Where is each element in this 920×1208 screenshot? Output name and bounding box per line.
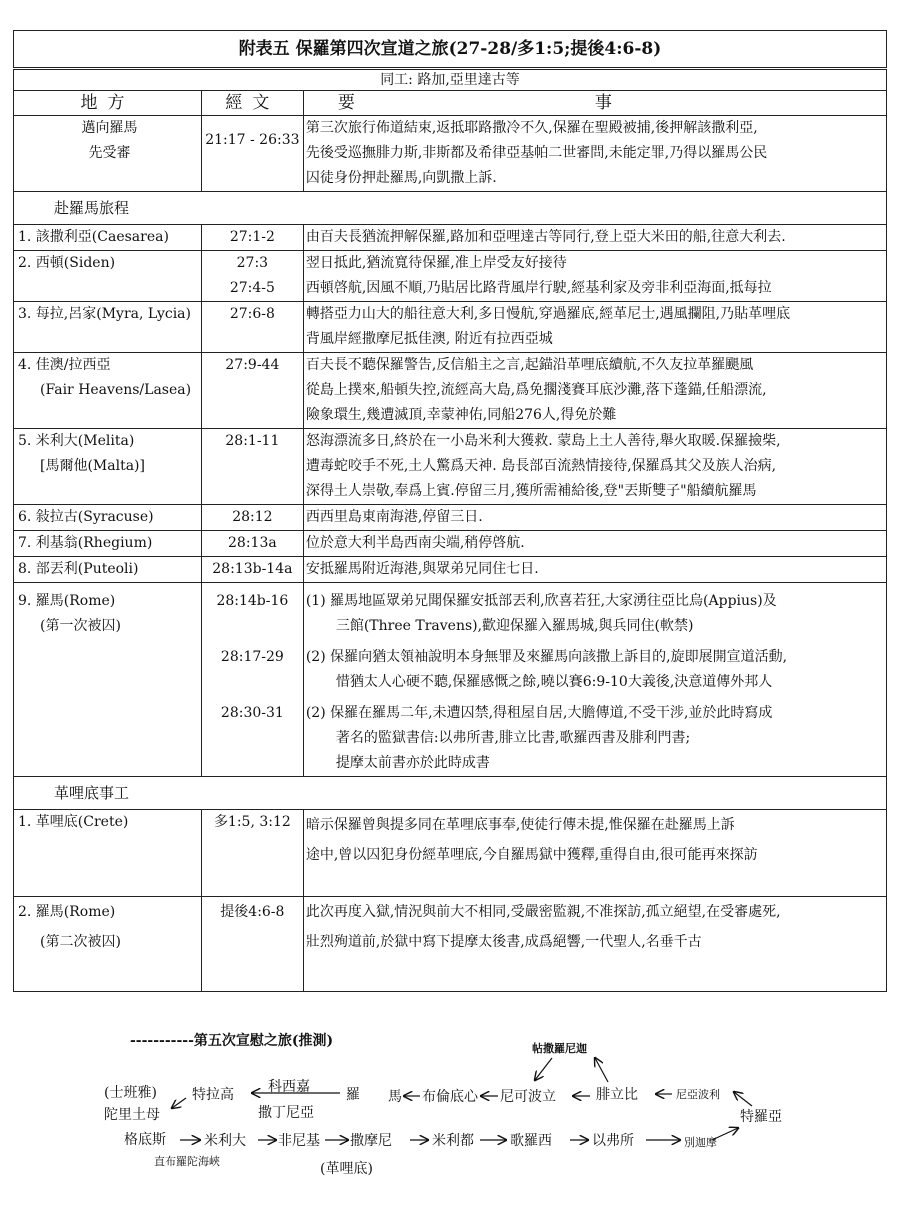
- scripture-ref: 28:30-31: [220, 705, 284, 721]
- scripture-ref: 28:1-11: [225, 433, 280, 449]
- header-summary: 要事: [303, 91, 886, 116]
- route-title: -----------第五次宣慰之旅(推測): [130, 1033, 334, 1049]
- scripture-ref: 28:14b-16: [216, 593, 289, 609]
- summary-line: 先後受巡撫腓力斯,非斯都及希律亞基帕二世審問,未能定罪,乃得以羅馬公民: [305, 145, 768, 161]
- summary-line: 深得土人崇敬,奉爲上賓.停留三月,獲所需補給後,登"丟斯雙子"船續航羅馬: [305, 483, 757, 499]
- place-label: 1. 革哩底(Crete): [18, 814, 129, 830]
- scripture-ref: 27:4-5: [229, 280, 275, 296]
- place-label: 1. 該撒利亞(Caesarea): [18, 229, 169, 245]
- item-marker: (2): [305, 649, 326, 665]
- route-place: 馬: [388, 1089, 402, 1105]
- place-label: (第二次被囚): [40, 934, 121, 950]
- table-row: [14, 302, 887, 353]
- table-title: 附表五 保羅第四次宣道之旅(27-28/多1:5;提後4:6-8): [14, 31, 887, 69]
- place-label: 9. 羅馬(Rome): [18, 593, 116, 609]
- summary-line: 從島上撲來,船頓失控,流經高大島,爲免擱淺賽耳底沙灘,落下蓬錨,任船漂流,: [305, 382, 767, 398]
- coworkers-line: 同工: 路加,亞里達古等: [14, 69, 887, 91]
- summary-line: 暗示保羅曾與提多同在革哩底事奉,使徒行傳未提,惟保羅在赴羅馬上訴: [305, 817, 735, 833]
- route-place: (革哩底): [320, 1161, 373, 1177]
- table-row: [14, 225, 887, 251]
- place-label: (Fair Heavens/Lasea): [40, 382, 192, 398]
- scripture-ref: 27:6-8: [229, 306, 275, 322]
- route-place: 米利大: [204, 1133, 246, 1149]
- summary-line: 背風岸經撒摩尼抵佳澳, 附近有拉西亞城: [305, 331, 553, 347]
- route-place: 以弗所: [592, 1133, 634, 1149]
- table-row: [14, 429, 887, 505]
- route-place: 特拉高: [192, 1087, 234, 1103]
- route-arrow: [734, 1092, 752, 1106]
- table-row: [14, 557, 887, 583]
- scripture-ref: 27:3: [236, 255, 269, 271]
- summary-line: 百夫長不聽保羅警告,反信船主之言,起錨沿革哩底續航,不久友拉革羅颶風: [305, 357, 754, 373]
- route-place: (士班雅): [104, 1085, 157, 1101]
- route-place: 帖撒羅尼迦: [532, 1042, 587, 1055]
- scripture-ref: 28:13b-14a: [212, 561, 293, 577]
- scripture-ref: 28:13a: [228, 535, 277, 551]
- place-label: 5. 米利大(Melita): [18, 433, 135, 449]
- route-place: 歌羅西: [510, 1133, 552, 1149]
- header-scripture: 經文: [201, 91, 303, 116]
- summary-line: 險象環生,幾遭滅頂,幸蒙神佑,同船276人,得免於難: [305, 407, 617, 423]
- summary-line: 保羅向猶太領袖說明本身無罪及來羅馬向該撒上訴目的,旋即展開宣道活動,: [330, 649, 788, 665]
- table-row-rome-second: [14, 897, 887, 992]
- route-place: 撒摩尼: [350, 1133, 392, 1149]
- place-label: 7. 利基翁(Rhegium): [18, 535, 153, 551]
- route-place: 腓立比: [596, 1087, 638, 1103]
- summary-line: 此次再度入獄,情況與前大不相同,受嚴密監親,不准探訪,孤立絕望,在受審處死,: [305, 904, 781, 920]
- route-place: 陀里土母: [104, 1107, 160, 1123]
- summary-line: 西頓啓航,因風不順,乃貼居比路背風岸行駛,經基利家及旁非利亞海面,抵每拉: [305, 280, 772, 296]
- route-place: 別迦摩: [684, 1136, 717, 1149]
- place-label: 3. 每拉,呂家(Myra, Lycia): [18, 306, 191, 322]
- scripture-ref: 28:17-29: [220, 649, 284, 665]
- summary-line: 囚徒身份押赴羅馬,向凱撒上訴.: [305, 170, 497, 186]
- table-row-crete: [14, 810, 887, 897]
- place-label: 邁向羅馬: [81, 120, 138, 136]
- scripture-ref: 21:17 - 26:33: [205, 132, 300, 148]
- scripture-ref: 多1:5, 3:12: [213, 814, 291, 830]
- route-place: 羅: [346, 1087, 360, 1103]
- summary-line: 羅馬地區眾弟兄聞保羅安抵部丟利,欣喜若狂,大家湧往亞比烏(Appius)及: [330, 593, 777, 609]
- table-row-intro: [14, 116, 887, 192]
- summary-line: 途中,曾以囚犯身份經革哩底,今自羅馬獄中獲釋,重得自由,很可能再來探訪: [305, 847, 758, 863]
- scripture-ref: 27:9-44: [225, 357, 280, 373]
- route-arrow: [535, 1058, 552, 1080]
- route-place: 直布羅陀海峽: [154, 1155, 220, 1168]
- route-place: 非尼基: [278, 1133, 320, 1149]
- summary-line: 由百夫長猶流押解保羅,路加和亞哩達古等同行,登上亞大米田的船,往意大利去.: [305, 229, 786, 245]
- route-arrow: [595, 1058, 608, 1082]
- route-place: 米利都: [432, 1133, 474, 1149]
- summary-line: 壯烈殉道前,於獄中寫下提摩太後書,成爲絕響,一代聖人,名垂千古: [305, 934, 702, 950]
- scripture-ref: 提後4:6-8: [220, 904, 285, 920]
- summary-line: 轉搭亞力山大的船往意大利,多日慢航,穿過羅底,經革尼士,遇風攔阻,乃貼革哩底: [305, 306, 791, 322]
- summary-line: 位於意大利半島西南尖端,稍停啓航.: [305, 535, 525, 551]
- summary-line: 著名的監獄書信:以弗所書,腓立比書,歌羅西書及腓利門書;: [335, 730, 691, 746]
- summary-line: 提摩太前書亦於此時成書: [335, 755, 490, 771]
- summary-line: 惜猶太人心硬不聽,保羅感慨之餘,曉以賽6:9-10大義後,決意道傳外邦人: [335, 674, 773, 690]
- section-heading: 赴羅馬旅程: [14, 192, 887, 225]
- summary-line: 翌日抵此,猶流寬待保羅,准上岸受友好接待: [305, 255, 567, 271]
- fifth-journey-route-diagram: [0, 1020, 920, 1208]
- summary-line: 安抵羅馬附近海港,與眾弟兄同住七日.: [305, 561, 539, 577]
- place-label: 8. 部丟利(Puteoli): [18, 561, 139, 577]
- section-heading: 革哩底事工: [14, 777, 887, 810]
- summary-line: 保羅在羅馬二年,未遭囚禁,得租屋自居,大膽傳道,不受干涉,並於此時寫成: [330, 705, 773, 721]
- route-place: 尼可波立: [500, 1089, 556, 1105]
- route-place: 格底斯: [124, 1132, 166, 1148]
- summary-line: 西西里島東南海港,停留三日.: [305, 509, 483, 525]
- summary-line: 第三次旅行佈道結束,返抵耶路撒冷不久,保羅在聖殿被捕,後押解該撒利亞,: [305, 120, 758, 136]
- place-label: (第一次被囚): [40, 618, 121, 634]
- journey-table: [13, 30, 887, 992]
- scripture-ref: 28:12: [232, 509, 273, 525]
- table-row-rome-first: [14, 583, 887, 777]
- place-label: 4. 佳澳/拉西亞: [18, 357, 111, 373]
- route-place: 科西嘉: [268, 1079, 310, 1095]
- table-row: [14, 505, 887, 531]
- summary-line: 三館(Three Travens),歡迎保羅入羅馬城,與兵同住(軟禁): [335, 618, 694, 634]
- route-arrow: [172, 1098, 186, 1108]
- route-place: 撒丁尼亞: [258, 1105, 314, 1121]
- route-place: 特羅亞: [740, 1109, 782, 1125]
- summary-line: 遭毒蛇咬手不死,土人驚爲天神. 島長部百流熱情接待,保羅爲其父及族人治病,: [305, 458, 777, 474]
- place-label: 2. 羅馬(Rome): [18, 904, 116, 920]
- table-row: [14, 251, 887, 302]
- place-label: 先受審: [88, 145, 131, 161]
- route-place: 尼亞波利: [676, 1088, 720, 1101]
- route-place: 布倫底心: [422, 1089, 478, 1105]
- table-row: [14, 531, 887, 557]
- place-label: [馬爾他(Malta)]: [40, 458, 145, 474]
- item-marker: (2): [305, 705, 326, 721]
- scripture-ref: 27:1-2: [229, 229, 275, 245]
- place-label: 2. 西頓(Siden): [18, 255, 116, 271]
- place-label: 6. 敍拉古(Syracuse): [18, 509, 154, 525]
- summary-line: 怒海漂流多日,終於在一小島米利大獲救. 蒙島上土人善待,舉火取暖.保羅撿柴,: [305, 433, 781, 449]
- item-marker: (1): [305, 593, 326, 609]
- header-place: 地方: [14, 91, 202, 116]
- table-row: [14, 353, 887, 429]
